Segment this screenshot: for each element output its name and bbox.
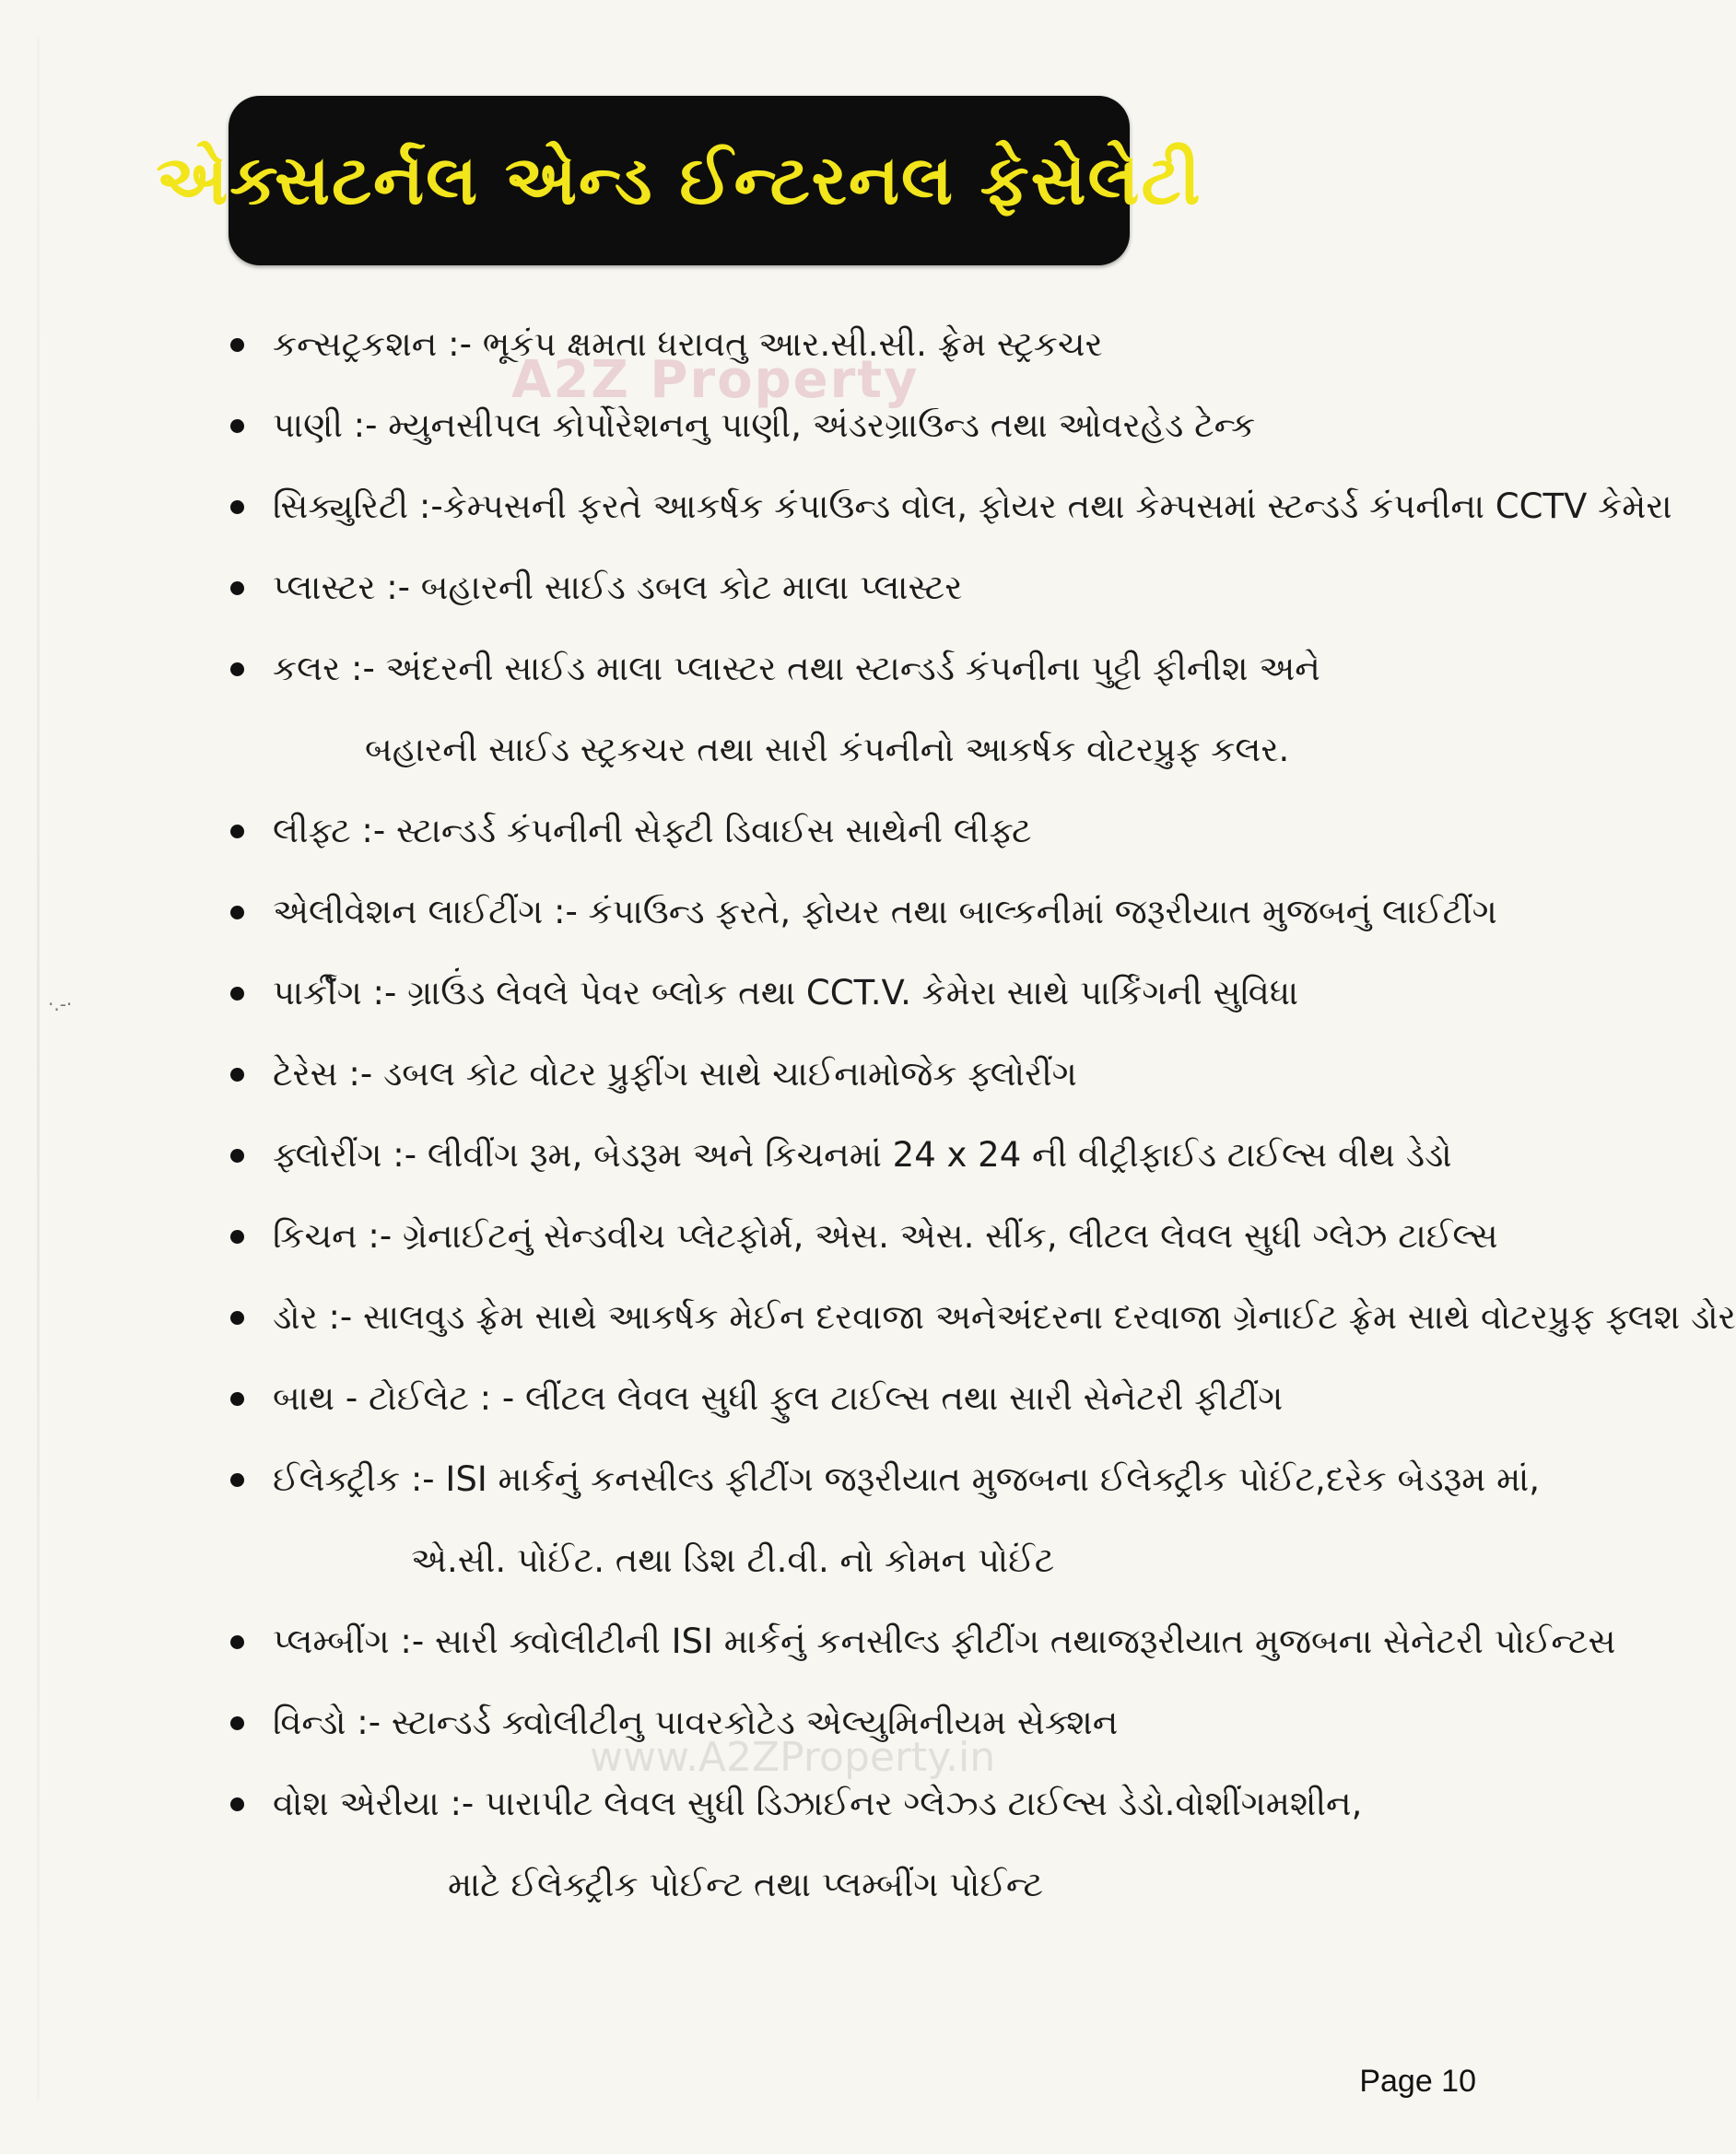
title-banner — [156, 96, 1202, 265]
list-item — [221, 628, 1474, 790]
list-item-text: ડોર :- સાલવુડ ફ્રેમ સાથે આકર્ષક મેઈન દરવાજા અનેઅંદરના દરવાજા ગ્રેનાઈટ ફ્રેમ સાથે વોટરપ્રુફ ફ્લશ ડોર — [273, 1297, 1736, 1337]
watermark-url: www.A2ZProperty.in — [590, 1734, 996, 1781]
bullet-icon — [230, 1392, 244, 1406]
list-item — [221, 304, 1474, 385]
list-item — [221, 1115, 1474, 1196]
list-item-text: લીફ્ટ :- સ્ટાન્ડર્ડ કંપનીની સેફ્ટી ડિવાઈસ સાથેની લીફ્ટ — [273, 811, 1032, 850]
watermark-logo: A2Z Property — [511, 350, 920, 410]
list-item-text: કિચન :- ગ્રેનાઈટનું સેન્ડવીચ પ્લેટફોર્મ, એસ. એસ. સીંક, લીટલ લેવલ સુધી ગ્લેઝ ટાઈલ્સ — [273, 1216, 1498, 1256]
list-item-text: પ્લાસ્ટર :- બહારની સાઈડ ડબલ કોટ માલા પ્લાસ્ટર — [273, 568, 963, 607]
bullet-icon — [230, 1068, 244, 1082]
list-item-text: ફ્લોરીંગ :- લીવીંગ રૂમ, બેડરૂમ અને કિચનમાં 24 x 24 ની વીટ્રીફાઈડ ટાઈલ્સ વીથ ડેડો — [273, 1135, 1452, 1175]
list-item-continuation: એ.સી. પોઈંટ. તથા ડિશ ટી.વી. નો કોમન પોઈંટ — [411, 1540, 1055, 1580]
page-number: Page 10 — [1359, 2064, 1476, 2099]
list-item-continuation: માટે ઈલેક્ટ્રીક પોઈન્ટ તથા પ્લમ્બીંગ પોઈન્ટ — [448, 1865, 1043, 1904]
bullet-icon — [230, 1230, 244, 1244]
list-item-text: કન્સટ્રકશન :- ભૂકંપ ક્ષમતા ધરાવતુ આર.સી.સી. ફ્રેમ સ્ટ્રકચર — [273, 324, 1103, 364]
list-item-text: પ્લમ્બીંગ :- સારી ક્વોલીટીની ISI માર્કનું કનસીલ્ડ ફીટીંગ તથાજરૂરીયાત મુજબના સેનેટરી પોઈન્ટસ — [273, 1621, 1616, 1661]
list-item — [221, 790, 1474, 872]
bullet-icon — [230, 1311, 244, 1325]
bullet-icon — [230, 1473, 244, 1487]
bullet-icon — [230, 1635, 244, 1649]
list-item-text: કલર :- અંદરની સાઈડ માલા પ્લાસ્ટર તથા સ્ટાન્ડર્ડ કંપનીના પુટ્ટી ફીનીશ અને — [273, 649, 1320, 688]
list-item — [221, 547, 1474, 628]
bullet-icon — [230, 419, 244, 433]
bullet-icon — [230, 1716, 244, 1730]
bullet-icon — [230, 987, 244, 1001]
list-item — [221, 1358, 1474, 1439]
list-item — [221, 872, 1497, 953]
bullet-icon — [230, 906, 244, 919]
list-item — [221, 1763, 1474, 1926]
scan-edge-shadow — [37, 37, 40, 2101]
list-item-text: સિક્યુરિટી :-કેમ્પસની ફરતે આકર્ષક કંપાઉન્ડ વોલ, ફોયર તથા કેમ્પસમાં સ્ટન્ડર્ડ કંપનીના CCTV કેમેરા — [273, 486, 1672, 526]
bullet-icon — [230, 1797, 244, 1811]
bullet-icon — [230, 338, 244, 352]
bullet-icon — [230, 500, 244, 514]
list-item-text: એલીવેશન લાઈટીંગ :- કંપાઉન્ડ ફરતે, ફોયર તથા બાલ્કનીમાં જરૂરીયાત મુજબનું લાઈટીંગ — [273, 892, 1497, 931]
bullet-icon — [230, 1149, 244, 1163]
list-item-text: વિન્ડો :- સ્ટાન્ડર્ડ ક્વોલીટીનુ પાવરકોટેડ એલ્યુમિનીયમ સેક્શન — [273, 1703, 1119, 1742]
list-item — [221, 385, 1474, 466]
list-item-text: પાર્કીંગ :- ગ્રાઉંડ લેવલે પેવર બ્લોક તથા CCT.V. કેમેરા સાથે પાર્કિંગની સુવિધા — [273, 973, 1299, 1013]
list-item — [221, 1034, 1474, 1115]
bullet-icon — [230, 662, 244, 676]
list-item-text: વોશ એરીયા :- પારાપીટ લેવલ સુધી ડિઝાઈનર ગ્લેઝ્ડ ટાઈલ્સ ડેડો.વોશીંગમશીન, — [273, 1784, 1363, 1823]
bullet-icon — [230, 825, 244, 838]
bullet-icon — [230, 581, 244, 595]
page-title: એક્સટર્નલ એન્ડ ઈન્ટરનલ ફેસેલેટી — [156, 140, 1202, 220]
list-item-text: ટેરેસ :- ડબલ કોટ વોટર પ્રુફીંગ સાથે ચાઈનામોજેક ફ્લોરીંગ — [273, 1054, 1077, 1094]
facility-list — [221, 304, 1736, 1926]
list-item — [221, 466, 1672, 547]
list-item-text: બાથ - ટોઈલેટ : - લીંટલ લેવલ સુધી ફુલ ટાઈલ્સ તથા સારી સેનેટરી ફીટીંગ — [273, 1378, 1284, 1418]
list-item — [221, 953, 1474, 1034]
list-item — [221, 1196, 1498, 1277]
list-item-text: પાણી :- મ્યુનસીપલ કોર્પોરેશનનુ પાણી, અંડરગ્રાઉન્ડ તથા ઓવરહેડ ટેન્ક — [273, 405, 1256, 445]
list-item — [221, 1439, 1541, 1601]
list-item-text: ઈલેક્ટ્રીક :- ISI માર્કનું કનસીલ્ડ ફીટીંગ જરૂરીયાત મુજબના ઈલેક્ટ્રીક પોઈંટ,દરેક બેડરૂમ માં, — [273, 1459, 1541, 1499]
margin-mark: ·.-· — [48, 993, 73, 1015]
list-item-continuation: બહારની સાઈડ સ્ટ્રકચર તથા સારી કંપનીનો આકર્ષક વોટરપ્રુફ કલર. — [365, 730, 1290, 769]
list-item — [221, 1277, 1736, 1358]
list-item — [221, 1601, 1616, 1682]
